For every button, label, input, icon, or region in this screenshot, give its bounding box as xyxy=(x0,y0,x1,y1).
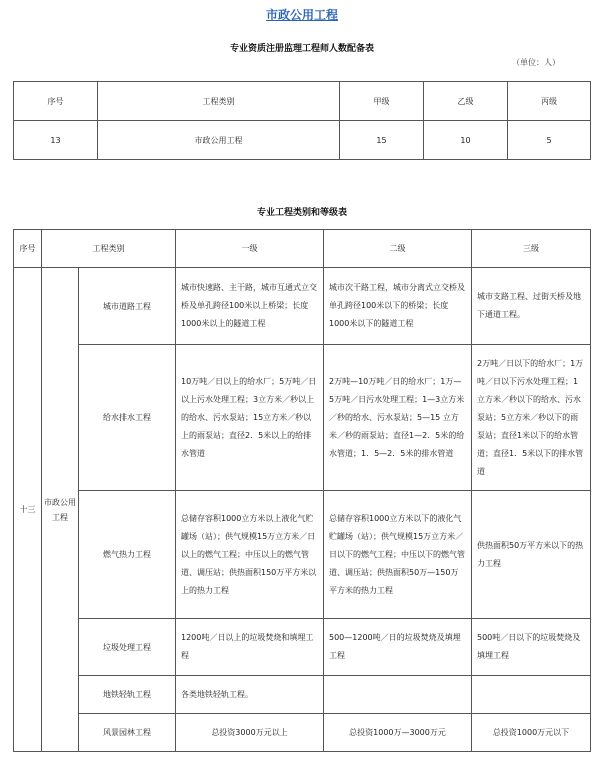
header-category: 工程类别 xyxy=(98,82,340,121)
header-seq: 序号 xyxy=(14,230,42,268)
cell-grade-a: 15 xyxy=(340,121,424,160)
table-row xyxy=(14,714,591,752)
grade-1-desc: 总投资3000万元以上 xyxy=(176,714,324,752)
grade-3-desc: 城市支路工程、过街天桥及地下通道工程。 xyxy=(472,268,591,345)
table-header-row xyxy=(14,230,591,268)
header-grade-3: 三级 xyxy=(472,230,591,268)
grade-2-desc: 2万吨—10万吨／日的给水厂；1万—5万吨／日污水处理工程；1—3立方米／秒的给水、污水泵站；5—15 立方米／秒的雨泵站；直径1—2．5米的给水管道；1．5—2．5米的排水管道 xyxy=(324,345,472,491)
subcategory-name: 地铁轻轨工程 xyxy=(79,676,176,714)
grade-1-desc: 10万吨／日以上的给水厂；5万吨／日以上污水处理工程；3立方米／秒以上的给水、污水泵站；15立方米／秒以上的雨泵站；直径2．5米以上的给排水管道 xyxy=(176,345,324,491)
grade-1-desc: 总储存容积1000立方米以上液化气贮罐场（站）；供气规模15万立方米／日以上的燃气工程；中压以上的燃气管道、调压站；供热面积150万平方米以上的热力工程 xyxy=(176,491,324,619)
subcategory-name: 燃气热力工程 xyxy=(79,491,176,619)
staffing-table-title: 专业资质注册监理工程师人数配备表 xyxy=(229,44,374,54)
grade-2-desc: 城市次干路工程，城市分离式立交桥及单孔跨径100米以下的桥梁；长度1000米以下的隧道工程 xyxy=(324,268,472,345)
grade-2-desc: 总储存容积1000立方米以下的液化气贮罐场（站）；供气规模15万立方米／日以下的燃气工程；中压以下的燃气管道、调压站；供热面积50万—150万平方米的热力工程 xyxy=(324,491,472,619)
grade-table xyxy=(13,229,591,752)
subcategory-name: 城市道路工程 xyxy=(79,268,176,345)
table-row xyxy=(14,491,591,619)
header-grade-2: 二级 xyxy=(324,230,472,268)
grade-3-desc xyxy=(472,676,591,714)
table-header-row xyxy=(14,82,591,121)
grade-3-desc: 500吨／日以下的垃圾焚烧及填埋工程 xyxy=(472,619,591,676)
table-row xyxy=(14,619,591,676)
header-category: 工程类别 xyxy=(42,230,176,268)
grade-2-desc xyxy=(324,676,472,714)
grade-1-desc: 城市快速路、主干路，城市互通式立交桥及单孔跨径100米以上桥梁；长度1000米以上的隧道工程 xyxy=(176,268,324,345)
cell-category: 市政公用工程 xyxy=(98,121,340,160)
cell-grade-b: 10 xyxy=(424,121,508,160)
table-row xyxy=(14,121,591,160)
row-category: 市政公用工程 xyxy=(42,268,79,752)
subcategory-name: 垃圾处理工程 xyxy=(79,619,176,676)
grade-2-desc: 总投资1000万—3000万元 xyxy=(324,714,472,752)
subcategory-name: 风景园林工程 xyxy=(79,714,176,752)
table-row xyxy=(14,345,591,491)
cell-grade-c: 5 xyxy=(508,121,591,160)
cell-seq: 13 xyxy=(14,121,98,160)
page-title: 市政公用工程 xyxy=(265,8,338,22)
table-row xyxy=(14,268,591,345)
header-grade-c: 丙级 xyxy=(508,82,591,121)
grade-table-title: 专业工程类别和等级表 xyxy=(256,208,347,218)
table-row xyxy=(14,676,591,714)
staffing-table xyxy=(13,81,591,160)
subcategory-name: 给水排水工程 xyxy=(79,345,176,491)
header-grade-b: 乙级 xyxy=(424,82,508,121)
header-seq: 序号 xyxy=(14,82,98,121)
header-grade-a: 甲级 xyxy=(340,82,424,121)
grade-1-desc: 1200吨／日以上的垃圾焚烧和填埋工程 xyxy=(176,619,324,676)
grade-3-desc: 总投资1000万元以下 xyxy=(472,714,591,752)
grade-3-desc: 供热面积50万平方米以下的热力工程 xyxy=(472,491,591,619)
unit-note: （单位：人） xyxy=(512,58,560,67)
grade-3-desc: 2万吨／日以下的给水厂；1万吨／日以下污水处理工程；1立方米／秒以下的给水、污水泵站；5立方米／秒以下的雨泵站；直径1米以下的给水管道；直径1．5米以下的排水管道 xyxy=(472,345,591,491)
row-seq: 十三 xyxy=(14,268,42,752)
grade-1-desc: 各类地铁轻轨工程。 xyxy=(176,676,324,714)
grade-2-desc: 500—1200吨／日的垃圾焚烧及填埋工程 xyxy=(324,619,472,676)
header-grade-1: 一级 xyxy=(176,230,324,268)
